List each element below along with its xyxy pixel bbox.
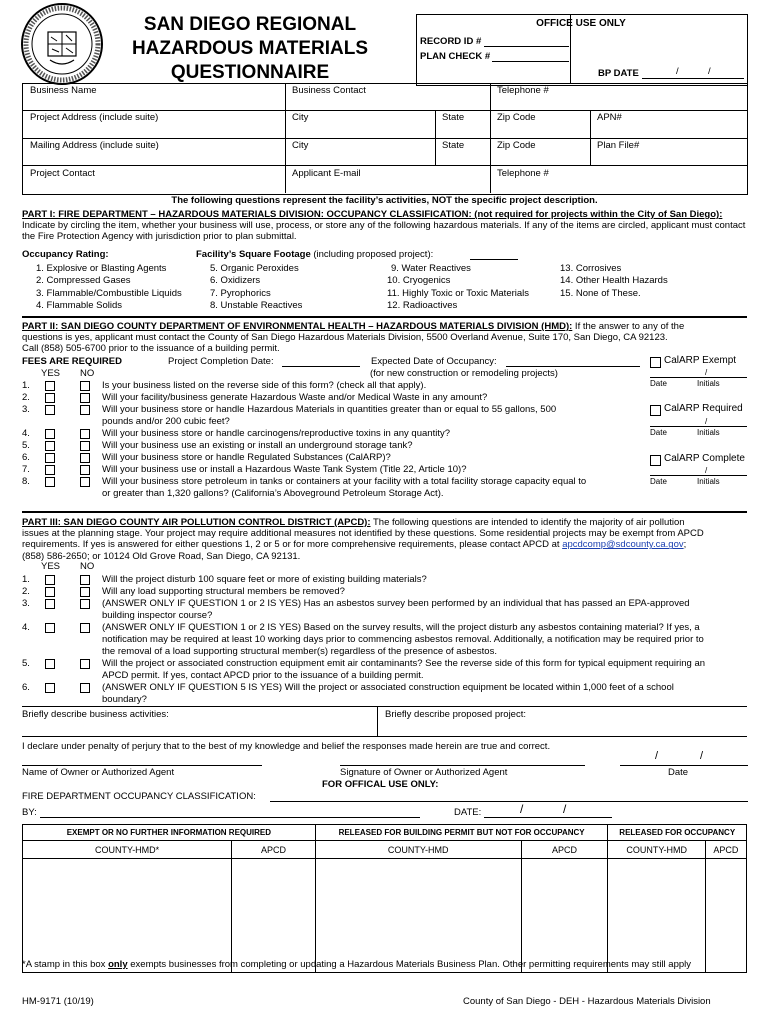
part2-description bbox=[22, 321, 748, 355]
part2-question-2: Will your facility/business generate Hazardous Waste and/or Medical Waste in any amount? bbox=[102, 392, 488, 403]
part3-question-6-cont: boundary? bbox=[102, 694, 147, 705]
telephone-2-field[interactable]: Telephone # bbox=[497, 168, 549, 179]
calarp-initials-label: Initials bbox=[697, 477, 720, 486]
official-use-title: FOR OFFICAL USE ONLY: bbox=[322, 779, 439, 790]
part2-q4-yes-checkbox[interactable] bbox=[45, 429, 55, 439]
part3-question-5: Will the project or associated construction equipment emit air contaminants? See the reverse side of this form for typical equipment requiring an bbox=[102, 658, 706, 669]
stamp-box[interactable] bbox=[521, 859, 608, 973]
part2-question-4: Will your business store or handle carcinogens/reproductive toxins in any quantity? bbox=[102, 428, 450, 439]
form-id: HM-9171 (10/19) bbox=[22, 996, 94, 1007]
part2-question-6: Will your business store or handle Regulated Substances (CalARP)? bbox=[102, 452, 391, 463]
mailing-state-field[interactable]: State bbox=[442, 140, 465, 151]
part3-q6-yes-checkbox[interactable] bbox=[45, 683, 55, 693]
owner-signature-field[interactable]: Signature of Owner or Authorized Agent bbox=[340, 767, 508, 778]
hazard-item[interactable]: 5. Organic Peroxides bbox=[210, 263, 299, 274]
yes-column-label: YES bbox=[41, 368, 61, 379]
part2-q6-no-checkbox[interactable] bbox=[80, 453, 90, 463]
part2-question-1: Is your business listed on the reverse side of this form? (check all that apply). bbox=[102, 380, 427, 391]
project-state-field[interactable]: State bbox=[442, 112, 465, 123]
part2-question-8-cont: or greater than 1,320 gallons? (California’s Aboveground Petroleum Storage Act). bbox=[102, 488, 444, 499]
date-separator: / bbox=[563, 802, 567, 816]
part2-question-8: Will your business store petroleum in tanks or containers at your facility with a total facility storage capacity equal to bbox=[102, 476, 587, 487]
occupancy-date-note: (for new construction or remodeling projects) bbox=[370, 368, 558, 379]
hazard-list-col3 bbox=[387, 263, 529, 312]
date-separator: / bbox=[708, 66, 711, 77]
plan-check-label: PLAN CHECK # bbox=[420, 51, 491, 62]
record-id-label: RECORD ID # bbox=[420, 36, 482, 47]
part2-q5-yes-checkbox[interactable] bbox=[45, 441, 55, 451]
footnote-text: *A stamp in this box bbox=[22, 959, 109, 970]
release-group-header: RELEASED FOR BUILDING PERMIT BUT NOT FOR OCCUPANCY bbox=[315, 825, 608, 841]
hazard-item[interactable]: 6. Oxidizers bbox=[210, 275, 261, 287]
question-number: 5. bbox=[22, 658, 30, 669]
signature-date-field[interactable]: Date bbox=[668, 767, 689, 778]
hazard-item[interactable]: 10. Cryogenics bbox=[387, 275, 451, 287]
yes-column-label: YES bbox=[41, 561, 61, 572]
part2-q5-no-checkbox[interactable] bbox=[80, 441, 90, 451]
release-group-header: EXEMPT OR NO FURTHER INFORMATION REQUIRED bbox=[23, 825, 316, 841]
part2-q7-no-checkbox[interactable] bbox=[80, 465, 90, 475]
square-footage-title: Facility’s Square Footage bbox=[196, 249, 311, 260]
part2-heading: PART II: SAN DIEGO COUNTY DEPARTMENT OF ENVIRONMENTAL HEALTH – HAZARDOUS MATERIALS DIVISION (HMD): bbox=[22, 321, 573, 332]
release-group-header: RELEASED FOR OCCUPANCY bbox=[608, 825, 747, 841]
part3-q5-no-checkbox[interactable] bbox=[80, 659, 90, 669]
office-use-label: OFFICE USE ONLY bbox=[536, 18, 626, 29]
calarp-date-label: Date bbox=[650, 428, 667, 437]
form-title-line2: HAZARDOUS MATERIALS bbox=[131, 38, 369, 59]
calarp-date-label: Date bbox=[650, 477, 667, 486]
question-number: 4. bbox=[22, 622, 30, 633]
part3-question-1: Will the project disturb 100 square feet or more of existing building materials? bbox=[102, 574, 427, 585]
mailing-address-field[interactable]: Mailing Address (include suite) bbox=[30, 140, 159, 151]
part3-question-4-cont: notification may be required at least 10 working days prior to commencing asbestos removal. Additionally, a notification may be required prior to bbox=[102, 634, 704, 645]
release-col-header: APCD bbox=[705, 841, 746, 859]
proposed-project-field[interactable]: Briefly describe proposed project: bbox=[385, 709, 526, 720]
part3-q4-no-checkbox[interactable] bbox=[80, 623, 90, 633]
official-by-field[interactable]: BY: bbox=[22, 807, 37, 818]
calarp-required-label: CalARP Required bbox=[664, 403, 743, 414]
hazard-item[interactable]: 7. Pyrophorics bbox=[210, 287, 271, 299]
question-number: 6. bbox=[22, 452, 30, 463]
calarp-initials-label: Initials bbox=[697, 379, 720, 388]
mailing-city-field[interactable]: City bbox=[292, 140, 309, 151]
question-number: 2. bbox=[22, 586, 30, 597]
date-separator: / bbox=[705, 466, 708, 475]
perjury-declaration: I declare under penalty of perjury that to the best of my knowledge and belief the responses made herein are true and correct. bbox=[22, 741, 551, 752]
form-title-line1: SAN DIEGO REGIONAL bbox=[143, 14, 357, 35]
question-number: 3. bbox=[22, 598, 30, 609]
footnote-text: exempts businesses from completing or updating a Hazardous Materials Business Plan. Other permitting requirements may still apply bbox=[127, 959, 692, 970]
hazard-item[interactable]: 12. Radioactives bbox=[387, 299, 458, 311]
telephone-field[interactable]: Telephone # bbox=[497, 85, 549, 96]
hazard-item[interactable]: 1. Explosive or Blasting Agents bbox=[36, 263, 167, 274]
business-name-field[interactable]: Business Name bbox=[30, 85, 97, 96]
calarp-date-label: Date bbox=[650, 379, 667, 388]
part3-q6-no-checkbox[interactable] bbox=[80, 683, 90, 693]
date-separator: / bbox=[705, 368, 708, 377]
no-column-label: NO bbox=[80, 368, 95, 379]
part3-question-4: (ANSWER ONLY IF QUESTION 1 or 2 IS YES) Based on the survey results, will the project disturb any asbestos containing material? If yes, a bbox=[102, 622, 700, 633]
hazard-item[interactable]: 14. Other Health Hazards bbox=[560, 275, 668, 287]
part2-q6-yes-checkbox[interactable] bbox=[45, 453, 55, 463]
stamp-box[interactable] bbox=[608, 859, 705, 973]
stamp-box[interactable] bbox=[23, 859, 232, 973]
hazard-item[interactable]: 2. Compressed Gases bbox=[36, 275, 131, 287]
project-city-field[interactable]: City bbox=[292, 112, 309, 123]
stamp-footnote bbox=[22, 959, 691, 970]
stamp-box[interactable] bbox=[705, 859, 746, 973]
part2-q8-no-checkbox[interactable] bbox=[80, 477, 90, 487]
part1-heading: PART I: FIRE DEPARTMENT – HAZARDOUS MATERIALS DIVISION: OCCUPANCY CLASSIFICATION: (not required for projects within the City of San Diego): bbox=[22, 209, 723, 220]
part2-question-7: Will your business use or install a Hazardous Waste Tank System (Title 22, Article 10)? bbox=[102, 464, 467, 475]
part3-q3-yes-checkbox[interactable] bbox=[45, 599, 55, 609]
release-col-header: COUNTY-HMD bbox=[608, 841, 705, 859]
question-number: 8. bbox=[22, 476, 30, 487]
part3-q2-yes-checkbox[interactable] bbox=[45, 587, 55, 597]
part2-q3-yes-checkbox[interactable] bbox=[45, 405, 55, 415]
date-separator: / bbox=[520, 802, 524, 816]
calarp-initials-label: Initials bbox=[697, 428, 720, 437]
part3-q1-no-checkbox[interactable] bbox=[80, 575, 90, 585]
question-number: 1. bbox=[22, 380, 30, 391]
part2-q8-yes-checkbox[interactable] bbox=[45, 477, 55, 487]
square-footage-label bbox=[196, 249, 433, 260]
part3-q5-yes-checkbox[interactable] bbox=[45, 659, 55, 669]
official-date-field[interactable]: DATE: bbox=[454, 807, 482, 818]
part2-text: questions is yes, applicant must contact the County of San Diego Hazardous Materials Division, 5500 Overland Avenue, Suite 170, San Diego, CA 92123. bbox=[22, 332, 668, 344]
part3-question-3-cont: building inspector course? bbox=[102, 610, 213, 621]
question-number: 4. bbox=[22, 428, 30, 439]
question-number: 1. bbox=[22, 574, 30, 585]
calarp-required-checkbox[interactable] bbox=[650, 405, 661, 416]
hazard-list-col2 bbox=[210, 263, 302, 312]
hazard-list-col4 bbox=[560, 263, 668, 300]
release-col-header: APCD bbox=[521, 841, 608, 859]
date-separator: / bbox=[700, 750, 704, 762]
date-separator: / bbox=[676, 66, 679, 77]
question-number: 7. bbox=[22, 464, 30, 475]
part3-text: (858) 586-2650; or 10124 Old Grove Road, San Diego, CA 92131. bbox=[22, 550, 301, 562]
hazard-item[interactable]: 4. Flammable Solids bbox=[36, 299, 123, 311]
part2-q3-no-checkbox[interactable] bbox=[80, 405, 90, 415]
date-separator: / bbox=[705, 417, 708, 426]
occupancy-date-field[interactable]: Expected Date of Occupancy: bbox=[371, 356, 497, 367]
part1-text: Indicate by circling the item, whether your business will use, process, or store any of the following hazardous materials. If any of the items are circled, applicant must contact the Fire Protection Agency with jurisdiction prior to plan submittal. bbox=[22, 220, 746, 243]
part2-q2-no-checkbox[interactable] bbox=[80, 393, 90, 403]
part2-q4-no-checkbox[interactable] bbox=[80, 429, 90, 439]
hazard-item[interactable]: 3. Flammable/Combustible Liquids bbox=[36, 287, 182, 299]
agency-footer: County of San Diego - DEH - Hazardous Materials Division bbox=[463, 996, 711, 1007]
apcd-email-link[interactable]: apcdcomp@sdcounty.ca.gov bbox=[562, 539, 684, 551]
hazard-item[interactable]: 13. Corrosives bbox=[560, 263, 622, 274]
part3-question-5-cont: APCD permit. If yes, contact APCD prior to the issuance of a building permit. bbox=[102, 670, 424, 681]
fees-required-label: FEES ARE REQUIRED bbox=[22, 356, 122, 367]
part3-q2-no-checkbox[interactable] bbox=[80, 587, 90, 597]
part3-description bbox=[22, 517, 748, 562]
release-col-header: COUNTY-HMD* bbox=[23, 841, 232, 859]
hazard-list-col1 bbox=[36, 263, 182, 312]
part2-q1-no-checkbox[interactable] bbox=[80, 381, 90, 391]
question-number: 5. bbox=[22, 440, 30, 451]
part3-q1-yes-checkbox[interactable] bbox=[45, 575, 55, 585]
calarp-complete-checkbox[interactable] bbox=[650, 455, 661, 466]
hazard-item[interactable]: 8. Unstable Reactives bbox=[210, 299, 303, 311]
part3-text: issues at the planning stage. Your project may require additional measures not identified by these questions. Some residential projects may be exempt from APCD bbox=[22, 528, 704, 540]
question-number: 6. bbox=[22, 682, 30, 693]
part3-question-3: (ANSWER ONLY IF QUESTION 1 or 2 IS YES) Has an asbestos survey been performed by an individual that has passed an EPA-approved bbox=[102, 598, 690, 609]
part2-question-3: Will your business store or handle Hazardous Materials in quantities greater than or equal to 55 gallons, 500 bbox=[102, 404, 557, 415]
date-separator: / bbox=[655, 750, 659, 762]
square-footage-note: (including proposed project): bbox=[310, 249, 434, 260]
part3-question-6: (ANSWER ONLY IF QUESTION 5 IS YES) Will the project or associated construction equipment be located within 1,000 feet of a school bbox=[102, 682, 674, 693]
question-number: 2. bbox=[22, 392, 30, 403]
plan-file-field[interactable]: Plan File# bbox=[597, 140, 640, 151]
part3-text: The following questions are intended to identify the majority of air pollution bbox=[370, 517, 685, 528]
part2-q1-yes-checkbox[interactable] bbox=[45, 381, 55, 391]
release-col-header: COUNTY-HMD bbox=[315, 841, 521, 859]
question-number: 3. bbox=[22, 404, 30, 415]
bp-date-label: BP DATE bbox=[598, 68, 639, 79]
part3-text: ; bbox=[683, 539, 687, 551]
business-activities-field[interactable]: Briefly describe business activities: bbox=[22, 709, 169, 720]
mailing-zip-field[interactable]: Zip Code bbox=[497, 140, 536, 151]
calarp-exempt-checkbox[interactable] bbox=[650, 357, 661, 368]
part1-description bbox=[22, 209, 748, 243]
project-zip-field[interactable]: Zip Code bbox=[497, 112, 536, 123]
occupancy-rating-label: Occupancy Rating: bbox=[22, 249, 109, 260]
part3-question-2: Will any load supporting structural members be removed? bbox=[102, 586, 345, 597]
part2-text: Call (858) 505-6700 prior to the issuance of a building permit. bbox=[22, 343, 280, 355]
calarp-exempt-label: CalARP Exempt bbox=[664, 355, 737, 366]
part2-text: If the answer to any of the bbox=[572, 321, 685, 332]
business-info-grid bbox=[22, 83, 748, 195]
hazard-item[interactable]: 9. Water Reactives bbox=[391, 263, 471, 274]
part2-q2-yes-checkbox[interactable] bbox=[45, 393, 55, 403]
business-contact-field[interactable]: Business Contact bbox=[292, 85, 366, 96]
part3-text: requirements. If yes is answered for either questions 1, 2 or 5 or for more comprehensive requirements, please contact APCD at bbox=[22, 539, 563, 551]
applicant-email-field[interactable]: Applicant E-mail bbox=[292, 168, 361, 179]
project-address-field[interactable]: Project Address (include suite) bbox=[30, 112, 159, 123]
calarp-complete-label: CalARP Complete bbox=[664, 453, 745, 464]
part2-question-3-cont: pounds and/or 200 cubic feet? bbox=[102, 416, 230, 427]
hazard-item[interactable]: 11. Highly Toxic or Toxic Materials bbox=[387, 287, 530, 299]
hazard-item[interactable]: 15. None of These. bbox=[560, 287, 641, 299]
part3-question-4-cont: the removal of a load supporting structural member(s) regardless of the presence of asbestos. bbox=[102, 646, 497, 657]
apn-field[interactable]: APN# bbox=[597, 112, 622, 123]
part3-q4-yes-checkbox[interactable] bbox=[45, 623, 55, 633]
footnote-emphasis: only bbox=[108, 959, 128, 970]
part3-q3-no-checkbox[interactable] bbox=[80, 599, 90, 609]
county-seal-logo bbox=[20, 2, 104, 86]
form-title-line3: QUESTIONNAIRE bbox=[170, 62, 330, 83]
part3-heading: PART III: SAN DIEGO COUNTY AIR POLLUTION CONTROL DISTRICT (APCD): bbox=[22, 517, 371, 528]
fire-classification-field[interactable]: FIRE DEPARTMENT OCCUPANCY CLASSIFICATION: bbox=[22, 791, 256, 802]
part2-q7-yes-checkbox[interactable] bbox=[45, 465, 55, 475]
intro-statement: The following questions represent the facility’s activities, NOT the specific project description. bbox=[171, 195, 598, 206]
owner-name-field[interactable]: Name of Owner or Authorized Agent bbox=[22, 767, 175, 778]
part2-question-5: Will your business use an existing or install an underground storage tank? bbox=[102, 440, 413, 451]
release-col-header: APCD bbox=[232, 841, 316, 859]
completion-date-field[interactable]: Project Completion Date: bbox=[168, 356, 274, 367]
stamp-box[interactable] bbox=[232, 859, 316, 973]
no-column-label: NO bbox=[80, 561, 95, 572]
release-stamp-table bbox=[22, 824, 747, 973]
project-contact-field[interactable]: Project Contact bbox=[30, 168, 95, 179]
stamp-box[interactable] bbox=[315, 859, 521, 973]
